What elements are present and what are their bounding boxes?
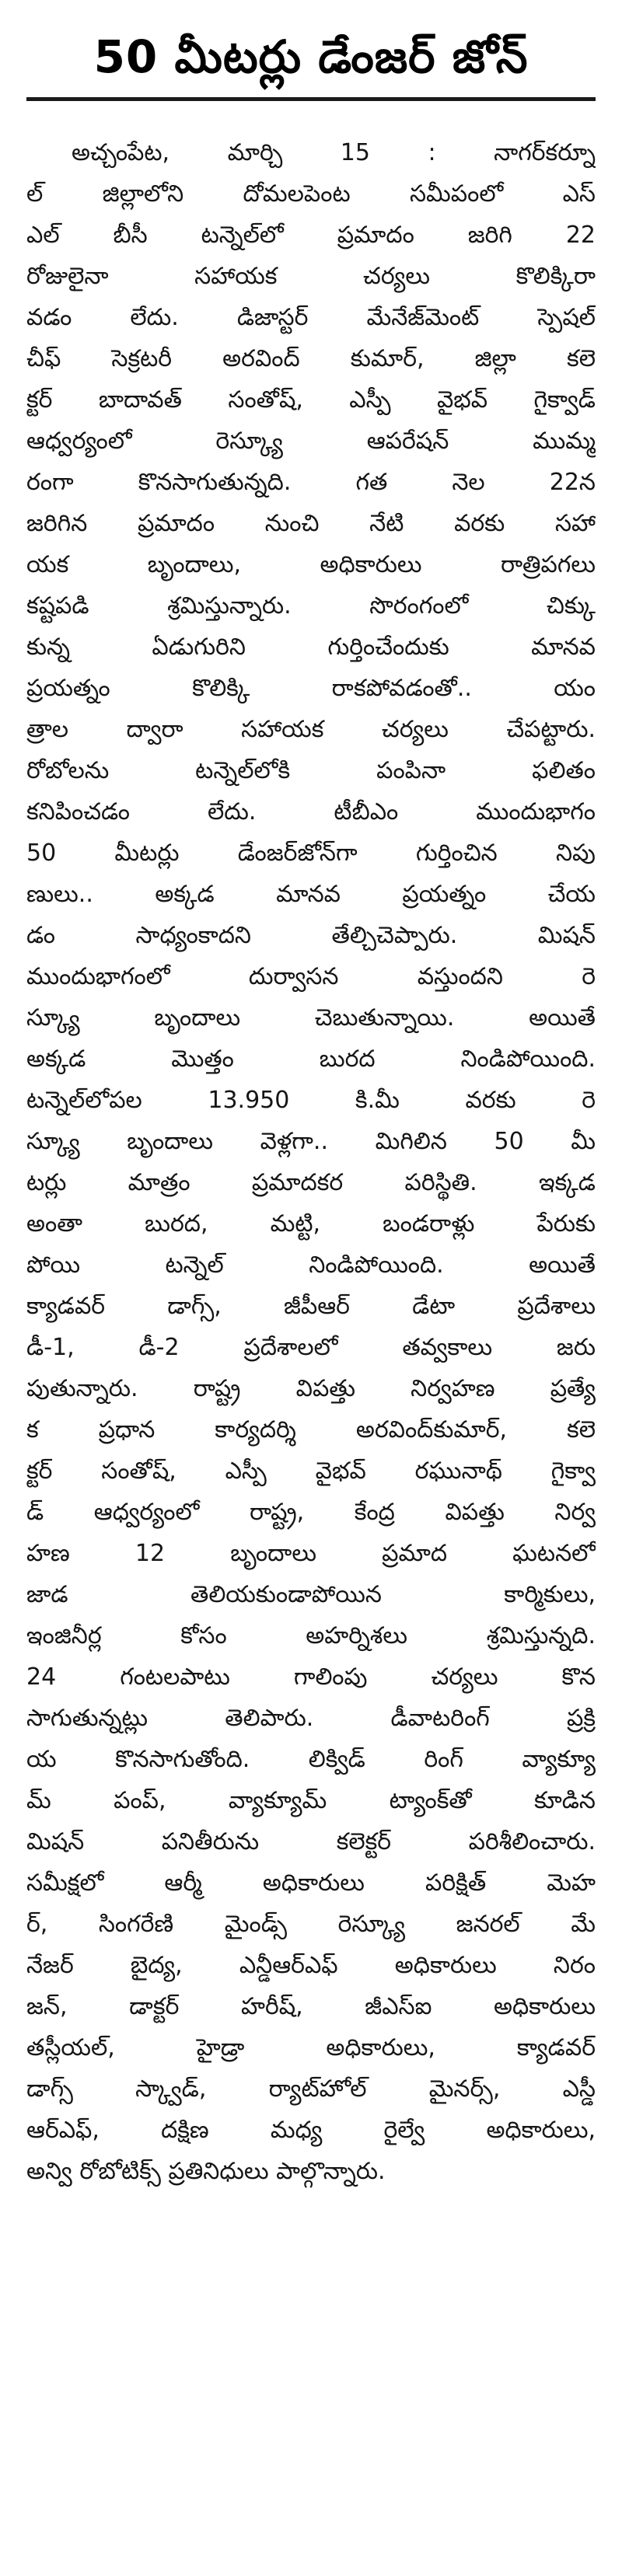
article-line: డ్ ఆధ్వర్యంలో రాష్ట్ర, కేంద్ర విపత్తు నిర్వ [26,1498,596,1526]
article-line: అక్కడ మొత్తం బురద నిండిపోయింది. [26,1045,596,1073]
article-line: వడం లేదు. డిజాస్టర్ మేనేజ్‌మెంట్ స్పెషల్ [26,303,596,331]
article-line: ముందుభాగంలో దుర్వాసన వస్తుందని రె [26,962,596,990]
article-line: డాగ్స్ స్క్వాడ్, ర్యాట్‌హోల్ మైనర్స్, ఎస్డీ [26,2075,596,2103]
article-line: కనిపించడం లేదు. టీబీఎం ముందుభాగం [26,798,596,826]
article-line: క్యాడవర్ డాగ్స్, జీపీఆర్ డేటా ప్రదేశాలు [26,1292,596,1320]
article-line: పుతున్నారు. రాష్ట్ర విపత్తు నిర్వహణ ప్రత్యే [26,1374,596,1402]
article-line: నేజర్ బైద్య, ఎన్డీఆర్ఎఫ్ అధికారులు నిరం [26,1951,596,1979]
article-line: అంతా బురద, మట్టి, బండరాళ్లు పేరుకు [26,1209,596,1237]
article-line: ఇంజినీర్ల కోసం అహర్నిశలు శ్రమిస్తున్నది. [26,1621,596,1649]
article-line: కున్న ఏడుగురిని గుర్తించేందుకు మానవ [26,633,596,661]
article-line: క్టర్ సంతోష్, ఎస్పీ వైభవ్ రఘునాథ్ గైక్వా [26,1457,596,1485]
article-line: స్క్యూ బృందాలు చెబుతున్నాయి. అయితే [26,1004,596,1031]
article-line: కష్టపడి శ్రమిస్తున్నారు. సొరంగంలో చిక్కు [26,592,596,620]
article-line: రంగా కొనసాగుతున్నది. గత నెల 22న [26,468,596,496]
article-line: ఆధ్వర్యంలో రెస్క్యూ ఆపరేషన్ ముమ్మ [26,427,596,455]
article-line: టర్లు మాత్రం ప్రమాదకర పరిస్థితి. ఇక్కడ [26,1168,596,1196]
article-line: హణ 12 బృందాలు ప్రమాద ఘటనలో [26,1539,596,1567]
article-line: అన్వి రోబోటిక్స్ ప్రతినిధులు పాల్గొన్నారు. [26,2157,386,2185]
article-line: యక బృందాలు, అధికారులు రాత్రిపగలు [26,550,596,578]
article-line: పోయి టన్నెల్ నిండిపోయింది. అయితే [26,1251,596,1279]
article-line: ఎల్ బీసీ టన్నెల్‌లో ప్రమాదం జరిగి 22 [26,221,596,249]
article-line: డీ-1, డీ-2 ప్రదేశాలలో తవ్వకాలు జరు [26,1333,596,1361]
headline-section [26,0,596,101]
article-line: జన్, డాక్టర్ హరీష్, జీఎస్ఐ అధికారులు [26,1992,596,2020]
article-line: మిషన్ పనితీరును కలెక్టర్ పరిశీలించారు. [26,1827,596,1855]
article-line: ణులు.. అక్కడ మానవ ప్రయత్నం చేయ [26,880,596,908]
headline: 50 మీటర్లు డేంజర్ జోన్ [93,30,529,83]
article-line: సమీక్షలో ఆర్మీ అధికారులు పరిక్షిత్ మెహ [26,1869,596,1897]
article-line: జరిగిన ప్రమాదం నుంచి నేటి వరకు సహా [26,509,596,537]
article-line: అచ్చంపేట, మార్చి 15 : నాగర్‌కర్నూ [72,138,596,166]
article-line: త్రాల ద్వారా సహాయక చర్యలు చేపట్టారు. [26,715,596,743]
article-line: ల్ జిల్లాలోని దోమలపెంట సమీపంలో ఎస్ [26,180,596,208]
article-line: చీఫ్ సెక్రటరీ అరవింద్ కుమార్, జిల్లా కలె [26,344,596,372]
article-line: డం సాధ్యంకాదని తేల్చిచెప్పారు. మిషన్ [26,921,596,949]
article-line: క ప్రధాన కార్యదర్శి అరవింద్‌కుమార్, కలె [26,1415,596,1443]
article-line: ఆర్ఎఫ్, దక్షిణ మధ్య రైల్వే అధికారులు, [26,2116,596,2144]
article-line: రోజులైనా సహాయక చర్యలు కొలిక్కిరా [26,262,596,290]
article-line: స్క్యూ బృందాలు వెళ్లగా.. మిగిలిన 50 మీ [26,1127,596,1155]
article-line: తస్లీయల్, హైడ్రా అధికారులు, క్యాడవర్ [26,2033,596,2061]
article-line: ర్, సింగరేణి మైండ్స్ రెస్క్యూ జనరల్ మే [26,1910,596,1938]
article-line: టన్నెల్‌లోపల 13.950 కి.మీ వరకు రె [26,1086,596,1114]
article-line: సాగుతున్నట్లు తెలిపారు. డీవాటరింగ్ ప్రక్రి [26,1704,596,1732]
article-line: మ్ పంప్, వ్యాక్యూమ్ ట్యాంక్‌తో కూడిన [26,1786,596,1814]
article-line: ప్రయత్నం కొలిక్కి రాకపోవడంతో.. యం [26,674,596,702]
article-line: క్టర్ బాదావత్ సంతోష్, ఎస్పీ వైభవ్ గైక్వాడ్ [26,386,596,414]
article-line: జాడ తెలియకుండాపోయిన కార్మికులు, [26,1580,596,1608]
article-line: య కొనసాగుతోంది. లిక్విడ్ రింగ్ వ్యాక్యూ [26,1745,596,1773]
article-body [26,132,596,2192]
article-line: 24 గంటలపాటు గాలింపు చర్యలు కొన [26,1663,596,1691]
article-line: 50 మీటర్లు డేంజర్‌జోన్‌గా గుర్తించిన నిపు [26,839,596,867]
article-line: రోబోలను టన్నెల్‌లోకి పంపినా ఫలితం [26,756,596,784]
